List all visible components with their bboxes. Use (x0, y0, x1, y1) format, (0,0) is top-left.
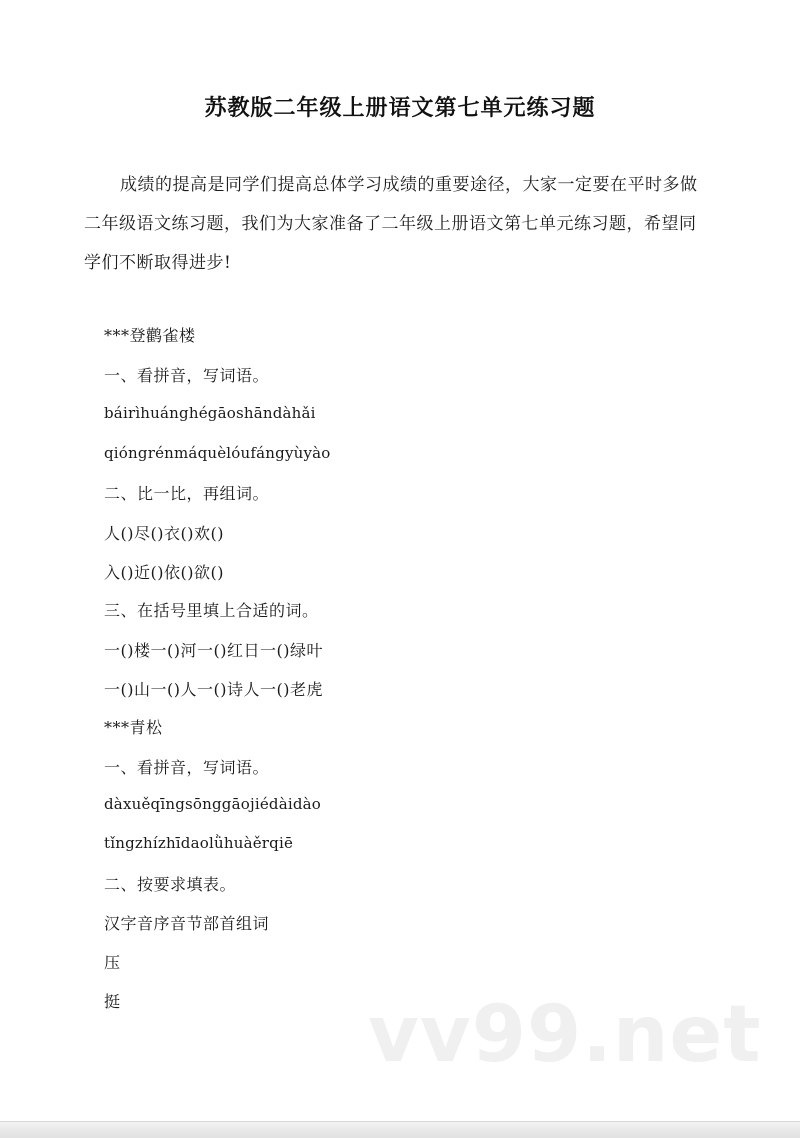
exercise-line: 人()尽()衣()欢() (104, 524, 224, 543)
exercise-line: 一()山一()人一()诗人一()老虎 (104, 680, 323, 699)
intro-paragraph (84, 166, 704, 283)
exercise-heading: 二、按要求填表。 (104, 875, 237, 894)
exercise-heading: 一、看拼音，写词语。 (104, 758, 270, 777)
table-row-label: 压 (104, 953, 121, 972)
exercise-heading: 二、比一比，再组词。 (104, 484, 270, 503)
pinyin-line: dàxuěqīngsōnggāojiédàidào (104, 795, 322, 813)
document-title: 苏教版二年级上册语文第七单元练习题 (204, 96, 596, 121)
exercise-line: 一()楼一()河一()红日一()绿叶 (104, 641, 323, 660)
watermark: vv99.net (368, 990, 762, 1080)
exercise-heading: 三、在括号里填上合适的词。 (104, 601, 319, 620)
section-heading-qingsong: ***青松 (104, 718, 163, 737)
section-heading-dengguanquelou: ***登鹳雀楼 (104, 326, 196, 345)
pinyin-line: tǐngzhízhīdaolǜhuàěrqiē (104, 834, 294, 852)
exercise-line: 入()近()依()欲() (104, 563, 224, 582)
page-bottom-edge (0, 1121, 800, 1138)
table-row-label: 挺 (104, 992, 121, 1011)
pinyin-line: báirìhuánghégāoshāndàhǎi (104, 404, 316, 422)
table-header-line: 汉字音序音节部首组词 (104, 914, 270, 933)
exercise-heading: 一、看拼音，写词语。 (104, 366, 270, 385)
intro-text: 成绩的提高是同学们提高总体学习成绩的重要途径，大家一定要在平时多做二年级语文练习题，我们为大家准备了二年级上册语文第七单元练习题，希望同学们不断取得进步! (84, 175, 698, 273)
pinyin-line: qióngrénmáquèlóufángyùyào (104, 444, 331, 462)
